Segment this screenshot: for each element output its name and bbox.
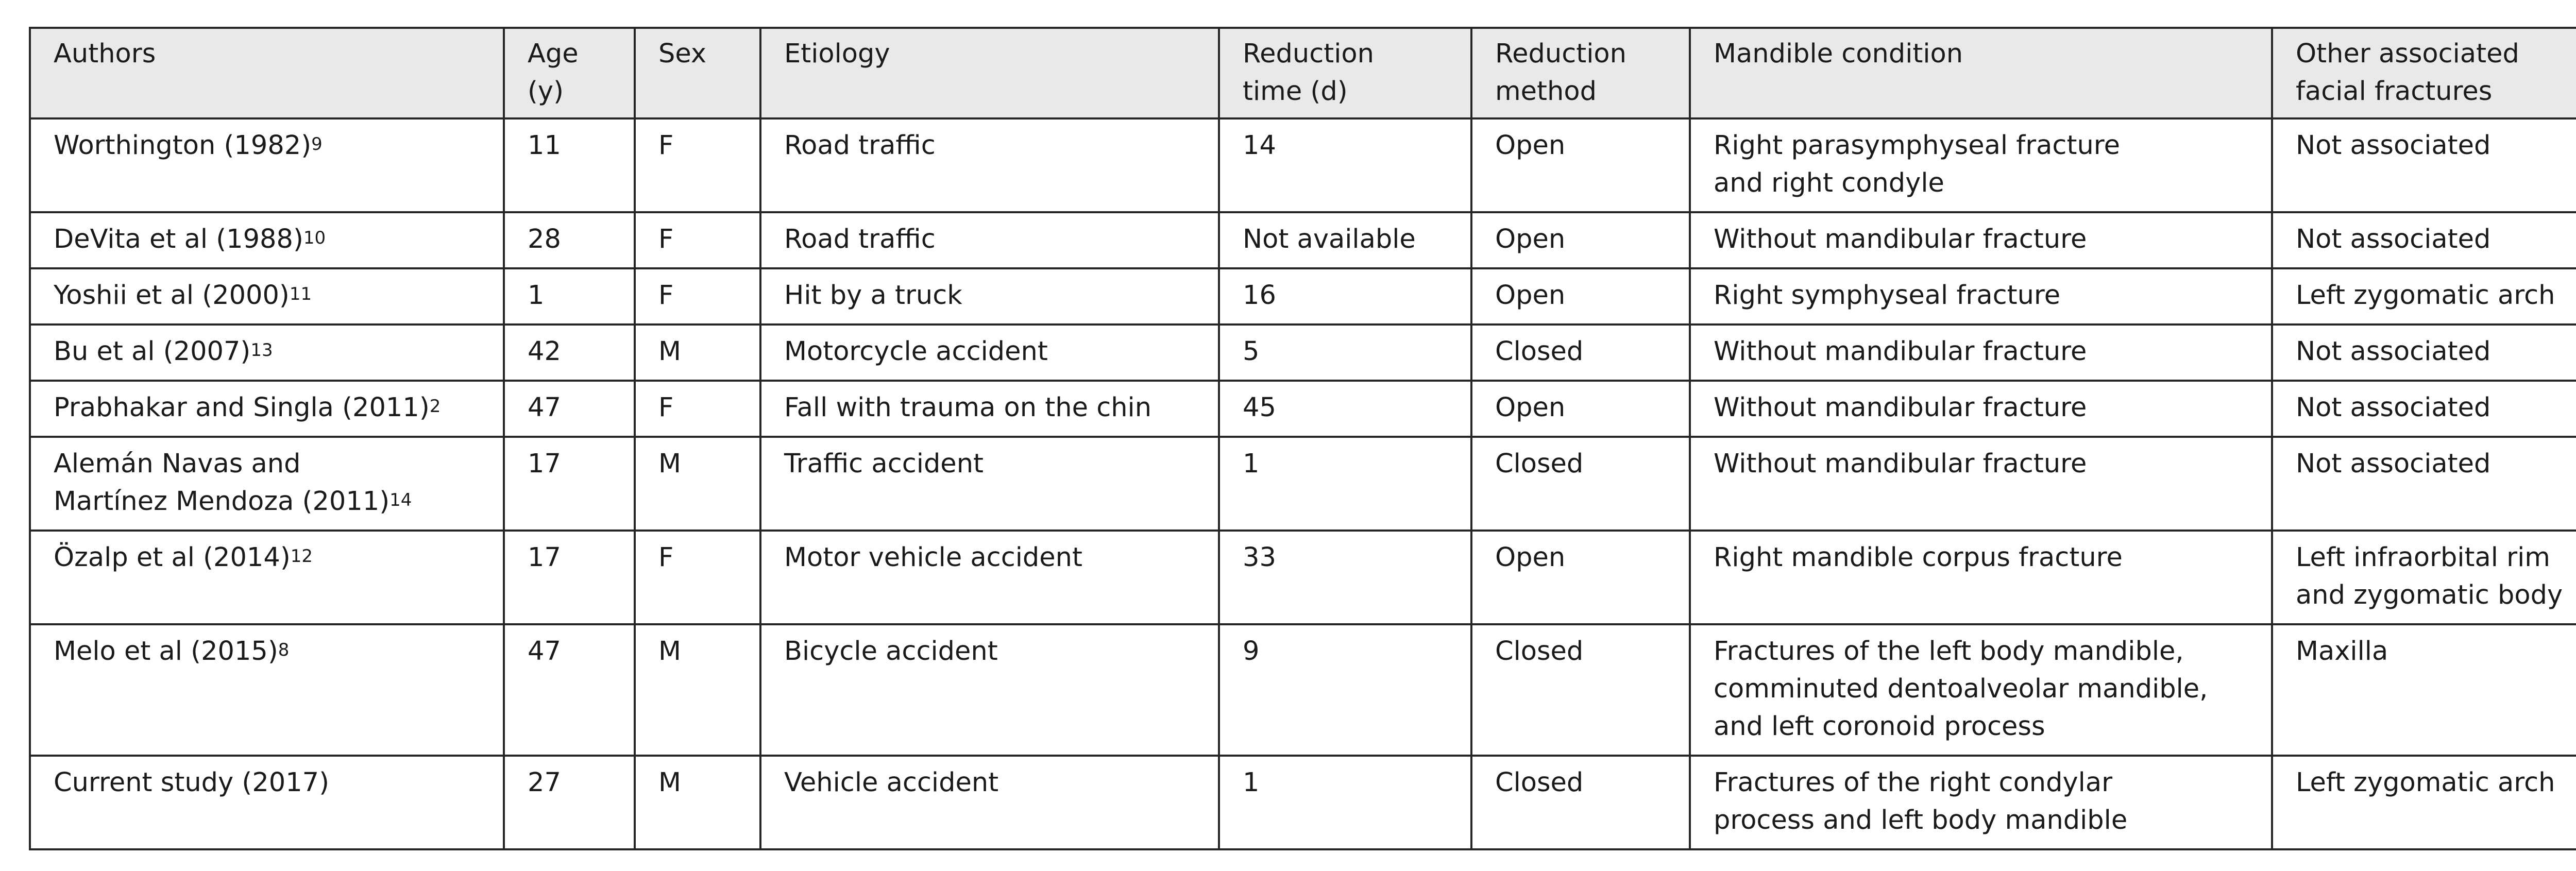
header-reduction-method [1471,28,1690,118]
cell-mandible-condition-line: Fractures of the left body mandible, [1714,636,2184,667]
header-other-fractures [2272,28,2576,118]
table-row [30,437,2576,531]
case-table-container [29,27,2576,850]
cell-sex [635,212,760,268]
cell-etiology-text: Motor vehicle accident [784,542,1083,573]
cell-mandible-condition-line: Without mandibular fracture [1714,336,2087,367]
cell-reduction-time [1219,212,1471,268]
cell-age [504,212,635,268]
cell-mandible-condition-line: Without mandibular fracture [1714,392,2087,423]
reference-superscript: 10 [303,228,326,248]
reference-superscript: 8 [278,640,290,660]
reference-superscript: 11 [289,284,312,304]
author-text: Melo et al (2015) [54,636,278,667]
reference-superscript: 13 [250,340,273,361]
cell-other-fractures [2272,381,2576,437]
cell-other-fractures-line: Not associated [2296,449,2491,479]
cell-authors-line [54,389,480,426]
cell-authors [30,268,504,325]
cell-reduction-method [1471,212,1690,268]
cell-mandible-condition [1690,381,2272,437]
cell-sex-text: M [658,636,682,667]
cell-etiology [760,268,1219,325]
cell-etiology [760,756,1219,849]
table-row [30,756,2576,849]
cell-sex-text: F [658,224,674,254]
cell-etiology-text: Road traffic [784,224,936,254]
cell-age [504,437,635,531]
header-row [30,28,2576,118]
cell-authors-line [54,445,480,483]
cell-mandible-condition-line: Fractures of the right condylar [1714,767,2113,798]
cell-reduction-method [1471,531,1690,624]
cell-age-text: 47 [528,392,561,423]
cell-etiology-text: Fall with trauma on the chin [784,392,1152,423]
cell-authors-line [54,277,480,314]
cell-mandible-condition-line: comminuted dentoalveolar mandible, [1714,674,2208,704]
cell-reduction-time-text: 16 [1243,280,1276,311]
cell-sex [635,531,760,624]
table-row [30,381,2576,437]
author-text: Current study (2017) [54,767,330,798]
cell-authors [30,325,504,381]
cell-age-text: 11 [528,130,561,161]
table-row [30,118,2576,212]
cell-age [504,118,635,212]
cell-reduction-method-text: Open [1495,280,1566,311]
cell-sex [635,624,760,756]
header-age [504,28,635,118]
header-mandible-condition [1690,28,2272,118]
cell-sex [635,325,760,381]
author-text: Martínez Mendoza (2011) [54,486,390,517]
cell-other-fractures-line: and zygomatic body [2296,580,2563,610]
cell-reduction-method-text: Open [1495,224,1566,254]
cell-sex-text: F [658,392,674,423]
cell-etiology-text: Vehicle accident [784,767,999,798]
cell-authors [30,381,504,437]
cell-etiology [760,531,1219,624]
cell-mandible-condition-line: Right symphyseal fracture [1714,280,2061,311]
case-comparison-table [29,27,2576,850]
cell-mandible-condition [1690,624,2272,756]
header-sex [635,28,760,118]
reference-superscript: 9 [311,134,323,155]
cell-reduction-time [1219,118,1471,212]
author-text: Alemán Navas and [54,449,301,479]
cell-authors-line [54,483,480,520]
cell-etiology-text: Hit by a truck [784,280,962,311]
cell-reduction-method-text: Closed [1495,449,1584,479]
cell-other-fractures-line: Left zygomatic arch [2296,280,2555,311]
cell-reduction-method [1471,118,1690,212]
cell-reduction-method-text: Closed [1495,636,1584,667]
cell-reduction-time-text: 5 [1243,336,1260,367]
cell-mandible-condition [1690,531,2272,624]
header-authors-line: Authors [54,39,156,69]
cell-sex-text: F [658,130,674,161]
cell-authors [30,756,504,849]
cell-sex [635,437,760,531]
cell-reduction-time-text: Not available [1243,224,1416,254]
cell-age [504,381,635,437]
author-text: Prabhakar and Singla (2011) [54,392,430,423]
cell-other-fractures [2272,118,2576,212]
cell-age-text: 28 [528,224,561,254]
cell-reduction-time-text: 33 [1243,542,1276,573]
cell-authors [30,531,504,624]
header-reduction-method-line: Reduction [1495,39,1626,69]
cell-etiology [760,118,1219,212]
header-sex-line: Sex [658,39,707,69]
cell-age-text: 17 [528,449,561,479]
cell-mandible-condition-line: Without mandibular fracture [1714,224,2087,254]
cell-etiology [760,624,1219,756]
cell-reduction-time-text: 1 [1243,767,1260,798]
cell-etiology [760,325,1219,381]
cell-other-fractures [2272,624,2576,756]
header-reduction-time-line: time (d) [1243,76,1348,107]
cell-other-fractures [2272,531,2576,624]
cell-authors-line [54,220,480,258]
cell-age-text: 17 [528,542,561,573]
cell-etiology-text: Traffic accident [784,449,984,479]
reference-superscript: 14 [389,490,412,510]
cell-other-fractures [2272,212,2576,268]
header-etiology-line: Etiology [784,39,890,69]
cell-mandible-condition [1690,756,2272,849]
cell-reduction-time-text: 9 [1243,636,1260,667]
cell-reduction-time-text: 1 [1243,449,1260,479]
cell-reduction-method [1471,325,1690,381]
cell-age [504,624,635,756]
cell-other-fractures-line: Left zygomatic arch [2296,767,2555,798]
table-row [30,268,2576,325]
cell-reduction-time [1219,381,1471,437]
header-reduction-time-line: Reduction [1243,39,1374,69]
cell-age-text: 47 [528,636,561,667]
cell-other-fractures-line: Not associated [2296,392,2491,423]
cell-other-fractures-line: Not associated [2296,130,2491,161]
cell-other-fractures [2272,325,2576,381]
cell-sex [635,118,760,212]
cell-reduction-time [1219,437,1471,531]
table-row [30,212,2576,268]
cell-reduction-time [1219,756,1471,849]
cell-age [504,756,635,849]
cell-mandible-condition-line: and left coronoid process [1714,711,2045,742]
header-reduction-time [1219,28,1471,118]
header-other-fractures-line: Other associated [2296,39,2519,69]
cell-sex-text: M [658,336,682,367]
cell-reduction-method-text: Closed [1495,767,1584,798]
author-text: DeVita et al (1988) [54,224,303,254]
cell-mandible-condition [1690,212,2272,268]
cell-sex [635,756,760,849]
cell-other-fractures-line: Not associated [2296,336,2491,367]
cell-reduction-method [1471,437,1690,531]
cell-authors-line [54,539,480,576]
reference-superscript: 12 [290,546,313,567]
cell-sex-text: F [658,542,674,573]
cell-sex-text: F [658,280,674,311]
cell-reduction-time-text: 45 [1243,392,1276,423]
cell-mandible-condition-line: Right mandible corpus fracture [1714,542,2123,573]
table-body [30,118,2576,849]
cell-age-text: 1 [528,280,545,311]
cell-other-fractures-line: Not associated [2296,224,2491,254]
cell-reduction-method-text: Open [1495,130,1566,161]
cell-authors [30,624,504,756]
cell-age [504,325,635,381]
author-text: Worthington (1982) [54,130,312,161]
cell-reduction-method [1471,268,1690,325]
cell-other-fractures-line: Maxilla [2296,636,2388,667]
cell-mandible-condition-line: and right condyle [1714,168,1944,198]
author-text: Yoshii et al (2000) [54,280,290,311]
header-other-fractures-line: facial fractures [2296,76,2493,107]
cell-reduction-time-text: 14 [1243,130,1276,161]
cell-reduction-method-text: Closed [1495,336,1584,367]
cell-mandible-condition-line: process and left body mandible [1714,805,2128,835]
header-mandible-condition-line: Mandible condition [1714,39,1963,69]
header-reduction-method-line: method [1495,76,1597,107]
cell-sex-text: M [658,449,682,479]
table-row [30,624,2576,756]
cell-reduction-method [1471,624,1690,756]
cell-other-fractures-line: Left infraorbital rim [2296,542,2550,573]
cell-etiology [760,437,1219,531]
cell-sex [635,381,760,437]
cell-etiology-text: Road traffic [784,130,936,161]
cell-mandible-condition-line: Without mandibular fracture [1714,449,2087,479]
cell-age-text: 27 [528,767,561,798]
cell-etiology [760,381,1219,437]
author-text: Özalp et al (2014) [54,542,291,573]
header-age-line: (y) [528,76,564,107]
reference-superscript: 2 [429,396,441,417]
header-authors [30,28,504,118]
cell-mandible-condition [1690,437,2272,531]
cell-age-text: 42 [528,336,561,367]
header-etiology [760,28,1219,118]
table-row [30,325,2576,381]
cell-etiology [760,212,1219,268]
cell-sex [635,268,760,325]
cell-reduction-method [1471,381,1690,437]
cell-authors [30,437,504,531]
cell-reduction-time [1219,268,1471,325]
cell-reduction-method [1471,756,1690,849]
cell-age [504,268,635,325]
cell-mandible-condition [1690,325,2272,381]
cell-other-fractures [2272,756,2576,849]
cell-age [504,531,635,624]
cell-mandible-condition-line: Right parasymphyseal fracture [1714,130,2121,161]
cell-other-fractures [2272,437,2576,531]
cell-reduction-time [1219,531,1471,624]
cell-authors-line [54,633,480,670]
cell-authors [30,118,504,212]
cell-authors-line [54,764,480,801]
cell-authors-line [54,333,480,370]
cell-reduction-method-text: Open [1495,392,1566,423]
cell-reduction-time [1219,624,1471,756]
cell-other-fractures [2272,268,2576,325]
cell-etiology-text: Bicycle accident [784,636,998,667]
cell-reduction-time [1219,325,1471,381]
cell-authors-line [54,127,480,164]
header-age-line: Age [528,39,579,69]
cell-mandible-condition [1690,118,2272,212]
table-row [30,531,2576,624]
cell-etiology-text: Motorcycle accident [784,336,1048,367]
cell-mandible-condition [1690,268,2272,325]
cell-reduction-method-text: Open [1495,542,1566,573]
cell-sex-text: M [658,767,682,798]
cell-authors [30,212,504,268]
author-text: Bu et al (2007) [54,336,251,367]
